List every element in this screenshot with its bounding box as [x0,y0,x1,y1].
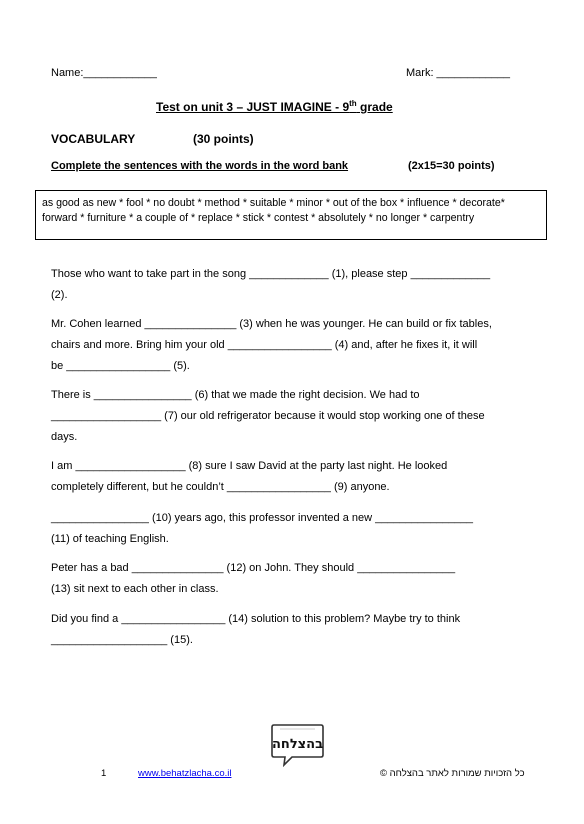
sentence-line: (2). [51,289,68,301]
sentence-line: be _________________ (5). [51,360,190,372]
footer-website-link[interactable]: www.behatzlacha.co.il [138,768,232,779]
sentence-line: Those who want to take part in the song _____________ (1), please step _____________ [51,268,491,280]
sentence-line: (11) of teaching English. [51,533,169,545]
name-field-label: Name:____________ [51,67,157,79]
sentence-block [51,314,541,377]
sentence-line: Peter has a bad _______________ (12) on John. They should ________________ [51,562,456,574]
sentence-line: There is ________________ (6) that we made the right decision. We had to [51,389,420,401]
instructions-points: (2x15=30 points) [408,160,495,172]
page-number: 1 [101,768,107,779]
section-points: (30 points) [193,132,254,146]
test-title [156,99,393,114]
sentence-line: Mr. Cohen learned _______________ (3) when he was younger. He can build or fix tables, [51,318,492,330]
sentence-line: Did you find a _________________ (14) solution to this problem? Maybe try to think [51,613,461,625]
instructions-text: Complete the sentences with the words in the word bank [51,160,349,172]
sentence-block [51,456,541,498]
sentence-block [51,264,541,306]
sentence-block [51,508,541,550]
section-heading: VOCABULARY [51,132,136,146]
speech-bubble-icon [270,722,325,767]
sentence-line: ___________________ (15). [51,634,193,646]
logo-text: בהצלחה [271,737,324,752]
test-title-sup: th [349,99,357,108]
sentence-line: ________________ (10) years ago, this professor invented a new ________________ [51,512,473,524]
sentence-block [51,609,541,651]
sentence-block [51,558,541,600]
word-bank-line: as good as new * fool * no doubt * method * suitable * minor * out of the box * influence * decorate* [42,197,505,209]
sentence-block [51,385,541,448]
sentence-line: I am __________________ (8) sure I saw David at the party last night. He looked [51,460,448,472]
test-title-grade: grade [356,100,393,114]
mark-field-label: Mark: ____________ [406,67,510,79]
sentence-line: days. [51,431,78,443]
footer-copyright: כל הזכויות שמורות לאתר בהצלחה © [380,768,525,779]
test-title-main: Test on unit 3 – JUST IMAGINE - 9 [156,100,350,114]
sentence-line: chairs and more. Bring him your old _________________ (4) and, after he fixes it, it will [51,339,478,351]
word-bank [35,190,547,240]
behatzlacha-logo [270,722,325,767]
sentence-line: (13) sit next to each other in class. [51,583,219,595]
sentence-line: completely different, but he couldn’t _________________ (9) anyone. [51,481,390,493]
sentence-line: __________________ (7) our old refrigerator because it would stop working one of these [51,410,485,422]
word-bank-line: forward * furniture * a couple of * replace * stick * contest * absolutely * no longer * carpentry [42,212,475,224]
